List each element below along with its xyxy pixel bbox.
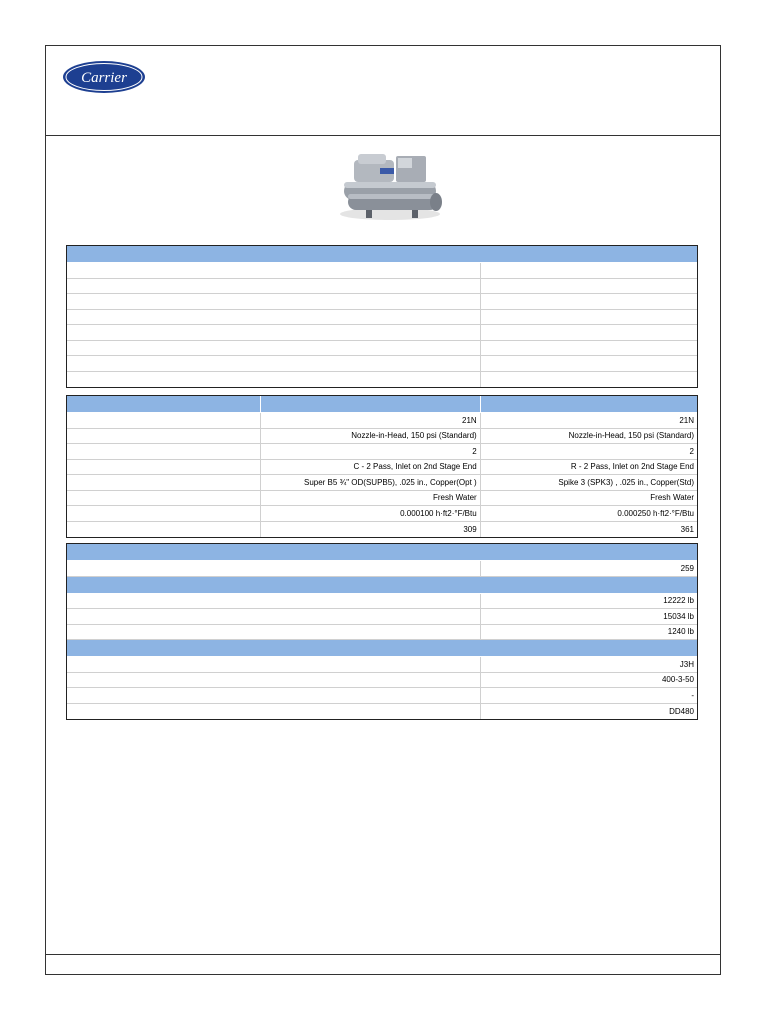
section-header-cell [67, 544, 697, 560]
value-cell [481, 310, 697, 325]
value-cell: Super B5 ¾" OD(SUPB5), .025 in., Copper(Opt ) [261, 475, 480, 490]
section-header-cell [67, 577, 697, 593]
page-frame [45, 45, 721, 975]
value-cell: - [691, 690, 694, 700]
label-cell [67, 704, 481, 720]
section-header [67, 640, 697, 657]
table-row [67, 413, 697, 429]
section-header-cell [67, 246, 697, 262]
value-cell [481, 372, 697, 388]
label-cell [67, 506, 261, 521]
label-cell [67, 561, 481, 576]
value-cell: 0.000100 h·ft2·°F/Btu [261, 506, 480, 521]
section-header [67, 544, 697, 561]
footer-band [46, 954, 720, 974]
label-cell [67, 413, 261, 428]
logo-text: Carrier [81, 70, 127, 86]
table-row [67, 310, 697, 326]
table-row [67, 429, 697, 445]
carrier-logo [62, 60, 146, 94]
table-row [67, 444, 697, 460]
table-general [66, 245, 698, 388]
table-row [67, 522, 697, 538]
table-heat-exchangers [66, 395, 698, 538]
value-cell: 2 [261, 444, 480, 459]
value-cell [481, 341, 697, 356]
label-cell [67, 279, 481, 294]
label-cell [67, 475, 261, 490]
table-row [67, 491, 697, 507]
table-row [67, 688, 697, 704]
value-cell: 361 [680, 524, 694, 534]
value-cell: 2 [689, 446, 694, 456]
value-cell: DD480 [669, 706, 694, 716]
value-cell [481, 279, 697, 294]
label-cell [67, 356, 481, 371]
value-cell: Fresh Water [261, 491, 480, 506]
label-cell [67, 609, 481, 624]
table-row [67, 460, 697, 476]
table-row [67, 609, 697, 625]
table-row [67, 704, 697, 720]
value-cell: 15034 lb [663, 611, 694, 621]
label-cell [67, 522, 261, 538]
value-cell: 309 [261, 522, 480, 538]
table-row [67, 356, 697, 372]
value-cell: Spike 3 (SPK3) , .025 in., Copper(Std) [558, 477, 694, 487]
value-cell: 21N [679, 415, 694, 425]
label-cell [67, 294, 481, 309]
label-cell [67, 594, 481, 609]
label-cell [67, 673, 481, 688]
table-row [67, 279, 697, 295]
value-cell [481, 356, 697, 371]
value-cell [481, 263, 697, 278]
value-cell: Fresh Water [650, 493, 694, 503]
label-cell [67, 625, 481, 640]
value-cell: Nozzle-in-Head, 150 psi (Standard) [568, 431, 694, 441]
table-unit-data [66, 543, 698, 720]
header-cell [261, 396, 480, 412]
table-row [67, 325, 697, 341]
value-cell: 1240 lb [667, 627, 694, 637]
header-cell [67, 396, 261, 412]
value-cell [481, 325, 697, 340]
table-row [67, 372, 697, 388]
table-row [67, 263, 697, 279]
table-row [67, 475, 697, 491]
table-row [67, 294, 697, 310]
label-cell [67, 460, 261, 475]
value-cell: R - 2 Pass, Inlet on 2nd Stage End [570, 462, 694, 472]
table-row [67, 506, 697, 522]
header-band [46, 46, 720, 136]
table-row [67, 341, 697, 357]
table-row [67, 594, 697, 610]
label-cell [67, 688, 481, 703]
value-cell: 400-3-50 [661, 675, 694, 685]
table-row [67, 657, 697, 673]
label-cell [67, 657, 481, 672]
value-cell [481, 294, 697, 309]
table-header [67, 396, 697, 413]
value-cell: C - 2 Pass, Inlet on 2nd Stage End [261, 460, 480, 475]
label-cell [67, 341, 481, 356]
label-cell [67, 310, 481, 325]
chiller-product-image [336, 142, 444, 222]
section-header [67, 577, 697, 594]
label-cell [67, 444, 261, 459]
label-cell [67, 491, 261, 506]
header-cell [481, 396, 697, 412]
value-cell: 12222 lb [663, 596, 694, 606]
value-cell: 259 [680, 563, 694, 573]
label-cell [67, 263, 481, 278]
label-cell [67, 429, 261, 444]
table-header [67, 246, 697, 263]
value-cell: Nozzle-in-Head, 150 psi (Standard) [261, 429, 480, 444]
table-row [67, 625, 697, 641]
value-cell: 0.000250 h·ft2·°F/Btu [617, 508, 694, 518]
table-row [67, 561, 697, 577]
table-row [67, 673, 697, 689]
label-cell [67, 325, 481, 340]
value-cell: J3H [679, 659, 694, 669]
label-cell [67, 372, 481, 388]
value-cell: 21N [261, 413, 480, 428]
section-header-cell [67, 640, 697, 656]
